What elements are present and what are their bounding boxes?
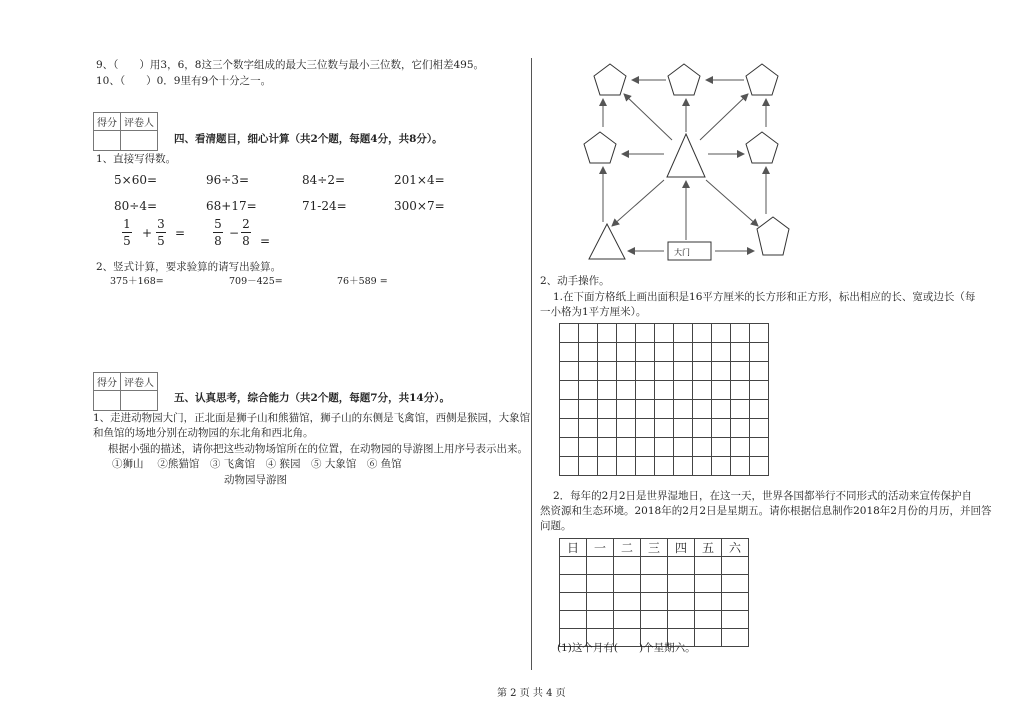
- grid-cell[interactable]: [731, 457, 750, 476]
- vertical-calc-3: 76＋589 =: [337, 276, 388, 287]
- calendar-cell[interactable]: [560, 611, 587, 629]
- grader-label: 评卷人: [121, 373, 158, 391]
- grid-row: [560, 457, 769, 476]
- calendar-cell[interactable]: [614, 557, 641, 575]
- calendar-cell[interactable]: [614, 593, 641, 611]
- q2-2-text-line1: 2．每年的2月2日是世界湿地日，在这一天，世界各国都举行不同形式的活动来宣传保护自: [553, 490, 973, 502]
- grid-row: [560, 400, 769, 419]
- calendar-cell[interactable]: [695, 593, 722, 611]
- calc-1: 5×60=: [114, 173, 158, 187]
- arrow-13: [612, 180, 664, 226]
- calendar-row: [560, 575, 749, 593]
- grid-cell[interactable]: [655, 381, 674, 400]
- triangle-center: [667, 134, 705, 177]
- grid-cell[interactable]: [731, 438, 750, 457]
- score-label: 得分: [94, 113, 121, 131]
- grid-cell[interactable]: [579, 381, 598, 400]
- score-label: 得分: [94, 373, 121, 391]
- calendar-row: [560, 557, 749, 575]
- question-10: 10、（ ）0．9里有9个十分之一。: [96, 75, 272, 87]
- grid-cell[interactable]: [617, 343, 636, 362]
- grid-cell[interactable]: [655, 419, 674, 438]
- grid-cell[interactable]: [560, 343, 579, 362]
- grid-row: [560, 381, 769, 400]
- calendar-cell[interactable]: [614, 575, 641, 593]
- grid-cell[interactable]: [617, 362, 636, 381]
- section4-title: 四、看清题目，细心计算（共2个题，每题4分，共8分）。: [174, 133, 443, 145]
- grid-row: [560, 438, 769, 457]
- grid-cell[interactable]: [579, 362, 598, 381]
- grid-cell[interactable]: [636, 362, 655, 381]
- grid-cell[interactable]: [579, 324, 598, 343]
- grid-cell[interactable]: [674, 324, 693, 343]
- grid-cell[interactable]: [712, 438, 731, 457]
- section4-q2: 2、竖式计算，要求验算的请写出验算。: [96, 261, 282, 273]
- grid-cell[interactable]: [731, 419, 750, 438]
- fraction-1a: 1 5: [123, 217, 131, 248]
- grid-cell[interactable]: [598, 343, 617, 362]
- calendar-cell[interactable]: [695, 575, 722, 593]
- section4-q1: 1、直接写得数。: [96, 153, 177, 165]
- calendar-cell[interactable]: [587, 611, 614, 629]
- weekday-wed: 三: [641, 539, 668, 557]
- grid-cell[interactable]: [693, 324, 712, 343]
- q2-2-sub1: (1)这个月有( )个星期六。: [557, 642, 696, 654]
- fraction-2a: 5 8: [214, 217, 222, 248]
- grid-cell[interactable]: [560, 457, 579, 476]
- grid-cell[interactable]: [636, 343, 655, 362]
- calc-5: 80÷4=: [114, 199, 158, 213]
- grid-row: [560, 343, 769, 362]
- fraction-op-plus: +: [142, 226, 153, 240]
- calc-4: 201×4=: [394, 173, 445, 187]
- grid-cell[interactable]: [617, 381, 636, 400]
- grid-cell[interactable]: [598, 438, 617, 457]
- q2-2-text-line2: 然资源和生态环境。2018年的2月2日是星期五。请你根据信息制作2018年2月份的月历，并回答: [540, 505, 992, 517]
- vertical-calc-1: 375＋168=: [110, 276, 164, 287]
- question-9: 9、（ ）用3，6，8这三个数字组成的最大三位数与最小三位数，它们相差495。: [96, 59, 485, 71]
- calendar-cell[interactable]: [641, 575, 668, 593]
- grid-cell[interactable]: [598, 400, 617, 419]
- grid-cell[interactable]: [560, 419, 579, 438]
- grid-cell[interactable]: [636, 438, 655, 457]
- weekday-sun: 日: [560, 539, 587, 557]
- grid-cell[interactable]: [655, 438, 674, 457]
- grid-cell[interactable]: [731, 362, 750, 381]
- grid-cell[interactable]: [560, 362, 579, 381]
- score-box-section4: [93, 112, 158, 151]
- grid-cell[interactable]: [750, 381, 769, 400]
- arrow-9: [700, 94, 748, 140]
- score-box-section5: [93, 372, 158, 411]
- gate-label: 大门: [674, 248, 690, 257]
- weekday-sat: 六: [722, 539, 749, 557]
- grid-cell[interactable]: [750, 324, 769, 343]
- grid-cell[interactable]: [579, 457, 598, 476]
- grid-cell[interactable]: [750, 362, 769, 381]
- calendar-cell[interactable]: [695, 557, 722, 575]
- calendar-row: [560, 593, 749, 611]
- grid-cell[interactable]: [560, 438, 579, 457]
- calc-7: 71-24=: [302, 199, 347, 213]
- grid-cell[interactable]: [636, 457, 655, 476]
- q2-title: 2、动手操作。: [540, 275, 610, 287]
- grid-cell[interactable]: [674, 343, 693, 362]
- zoo-map-diagram: [575, 58, 800, 268]
- q2-1-text-line2: 一小格为1平方厘米）。: [540, 306, 647, 318]
- arrow-8: [624, 94, 672, 140]
- grid-cell[interactable]: [693, 343, 712, 362]
- calc-8: 300×7=: [394, 199, 445, 213]
- grid-cell[interactable]: [693, 362, 712, 381]
- grader-cell[interactable]: [121, 391, 158, 411]
- grid-cell[interactable]: [598, 457, 617, 476]
- grid-cell[interactable]: [693, 400, 712, 419]
- calendar-cell[interactable]: [722, 575, 749, 593]
- calendar-row: [560, 611, 749, 629]
- grid-cell[interactable]: [731, 343, 750, 362]
- grid-cell[interactable]: [750, 419, 769, 438]
- grid-cell[interactable]: [712, 457, 731, 476]
- weekday-tue: 二: [614, 539, 641, 557]
- fraction-1-equals: =: [175, 226, 186, 240]
- calc-3: 84÷2=: [302, 173, 346, 187]
- calendar-cell[interactable]: [560, 575, 587, 593]
- q2-2-text-line3: 问题。: [540, 520, 572, 532]
- calendar-cell[interactable]: [560, 593, 587, 611]
- grid-cell[interactable]: [636, 400, 655, 419]
- grid-cell[interactable]: [731, 324, 750, 343]
- grid-cell[interactable]: [731, 400, 750, 419]
- grid-cell[interactable]: [750, 400, 769, 419]
- grid-cell[interactable]: [617, 438, 636, 457]
- square-grid-paper[interactable]: [559, 323, 769, 476]
- calc-2: 96÷3=: [206, 173, 250, 187]
- zoo-map-title: 动物园导游图: [224, 474, 287, 486]
- grid-cell[interactable]: [674, 419, 693, 438]
- grid-row: [560, 362, 769, 381]
- calendar-cell[interactable]: [695, 611, 722, 629]
- grid-cell[interactable]: [560, 324, 579, 343]
- calendar-cell[interactable]: [668, 557, 695, 575]
- grid-cell[interactable]: [712, 362, 731, 381]
- fraction-op-minus: −: [229, 226, 240, 240]
- grid-cell[interactable]: [598, 419, 617, 438]
- grader-cell[interactable]: [121, 131, 158, 151]
- grid-cell[interactable]: [712, 400, 731, 419]
- grid-cell[interactable]: [712, 381, 731, 400]
- grid-row: [560, 419, 769, 438]
- weekday-thu: 四: [668, 539, 695, 557]
- vertical-calc-2: 709－425=: [229, 276, 283, 287]
- grid-cell[interactable]: [579, 343, 598, 362]
- triangle-bottom-left: [589, 224, 625, 259]
- grid-cell[interactable]: [655, 362, 674, 381]
- q2-1-text-line1: 1.在下面方格纸上画出面积是16平方厘米的长方形和正方形，标出相应的长、宽或边长（每: [553, 291, 976, 303]
- calendar-cell[interactable]: [722, 593, 749, 611]
- section5-para-2: 和鱼馆的场地分别在动物园的东北角和西北角。: [93, 427, 314, 439]
- grid-cell[interactable]: [560, 400, 579, 419]
- weekday-fri: 五: [695, 539, 722, 557]
- calendar-cell[interactable]: [614, 611, 641, 629]
- grid-cell[interactable]: [712, 324, 731, 343]
- grid-cell[interactable]: [617, 400, 636, 419]
- grid-cell[interactable]: [693, 419, 712, 438]
- grid-cell[interactable]: [617, 324, 636, 343]
- calendar-cell[interactable]: [587, 593, 614, 611]
- fraction-1b: 3 5: [157, 217, 165, 248]
- grid-cell[interactable]: [674, 381, 693, 400]
- grid-cell[interactable]: [636, 381, 655, 400]
- grid-cell[interactable]: [712, 343, 731, 362]
- page-footer: 第 2 页 共 4 页: [497, 688, 566, 699]
- grid-cell[interactable]: [693, 438, 712, 457]
- grid-cell[interactable]: [579, 438, 598, 457]
- grid-cell[interactable]: [655, 400, 674, 419]
- grid-cell[interactable]: [636, 324, 655, 343]
- pentagon-mid-left: [584, 132, 616, 163]
- calendar-cell[interactable]: [641, 593, 668, 611]
- pentagon-mid-right: [746, 132, 778, 163]
- venue-options: ①狮山 ②熊猫馆 ③ 飞禽馆 ④ 猴园 ⑤ 大象馆 ⑥ 鱼馆: [112, 458, 402, 470]
- grid-cell[interactable]: [636, 419, 655, 438]
- pentagon-top-right: [746, 64, 778, 95]
- pentagon-top-left: [594, 64, 626, 95]
- grader-label: 评卷人: [121, 113, 158, 131]
- grid-cell[interactable]: [598, 362, 617, 381]
- section5-para-3: 根据小强的描述，请你把这些动物场馆所在的位置，在动物园的导游图上用序号表示出来。: [108, 443, 528, 455]
- grid-cell[interactable]: [674, 457, 693, 476]
- grid-cell[interactable]: [560, 381, 579, 400]
- section5-title: 五、认真思考，综合能力（共2个题，每题7分，共14分）。: [174, 392, 450, 404]
- arrow-14: [706, 180, 758, 226]
- grid-cell[interactable]: [750, 438, 769, 457]
- calendar-table[interactable]: [559, 538, 749, 647]
- calendar-cell[interactable]: [641, 611, 668, 629]
- grid-cell[interactable]: [617, 457, 636, 476]
- column-divider: [531, 58, 532, 670]
- grid-cell[interactable]: [655, 324, 674, 343]
- calendar-cell[interactable]: [668, 611, 695, 629]
- grid-cell[interactable]: [693, 381, 712, 400]
- section5-para-1: 1、走进动物园大门，正北面是狮子山和熊猫馆，狮子山的东侧是飞禽馆，西侧是猴园，大象馆: [93, 412, 531, 424]
- grid-cell[interactable]: [731, 381, 750, 400]
- grid-cell[interactable]: [674, 438, 693, 457]
- calendar-header-row: [560, 539, 749, 557]
- score-cell[interactable]: [94, 391, 121, 411]
- grid-cell[interactable]: [617, 419, 636, 438]
- pentagon-bottom-right: [757, 217, 789, 255]
- score-cell[interactable]: [94, 131, 121, 151]
- calendar-cell[interactable]: [722, 611, 749, 629]
- grid-cell[interactable]: [655, 457, 674, 476]
- calendar-cell[interactable]: [722, 629, 749, 647]
- pentagon-top-center: [668, 64, 700, 95]
- calendar-cell[interactable]: [560, 557, 587, 575]
- grid-cell[interactable]: [750, 457, 769, 476]
- calendar-cell[interactable]: [668, 593, 695, 611]
- grid-cell[interactable]: [579, 400, 598, 419]
- calendar-cell[interactable]: [668, 575, 695, 593]
- fraction-2b: 2 8: [242, 217, 250, 248]
- grid-cell[interactable]: [655, 343, 674, 362]
- grid-cell[interactable]: [579, 419, 598, 438]
- calendar-cell[interactable]: [722, 557, 749, 575]
- grid-cell[interactable]: [712, 419, 731, 438]
- grid-cell[interactable]: [693, 457, 712, 476]
- weekday-mon: 一: [587, 539, 614, 557]
- grid-cell[interactable]: [598, 324, 617, 343]
- calendar-cell[interactable]: [587, 557, 614, 575]
- grid-cell[interactable]: [750, 343, 769, 362]
- grid-cell[interactable]: [674, 400, 693, 419]
- calendar-cell[interactable]: [587, 575, 614, 593]
- grid-cell[interactable]: [598, 381, 617, 400]
- calendar-cell[interactable]: [641, 557, 668, 575]
- fraction-2-equals: =: [260, 234, 271, 248]
- grid-cell[interactable]: [674, 362, 693, 381]
- grid-row: [560, 324, 769, 343]
- calc-6: 68+17=: [206, 199, 257, 213]
- calendar-cell[interactable]: [695, 629, 722, 647]
